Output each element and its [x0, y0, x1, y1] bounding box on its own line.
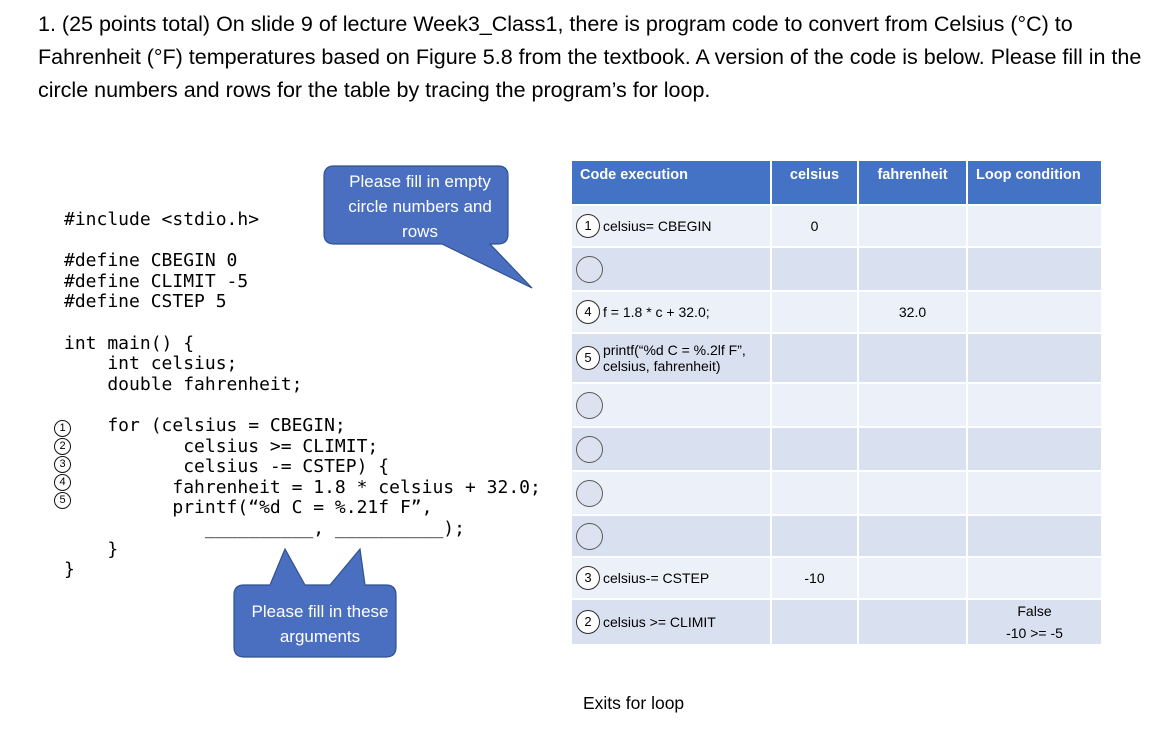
code-execution-content — [576, 256, 766, 283]
cell-loop-condition[interactable] — [967, 291, 1102, 333]
cell-fahrenheit[interactable] — [858, 599, 967, 645]
table-row — [571, 427, 1102, 471]
code-execution-text: celsius >= CLIMIT — [603, 614, 716, 630]
cell-celsius[interactable] — [771, 291, 858, 333]
cell-code-execution[interactable] — [571, 383, 771, 427]
table-row — [571, 471, 1102, 515]
line-marker: 3 — [54, 456, 71, 473]
cell-code-execution[interactable] — [571, 599, 771, 645]
cell-code-execution[interactable] — [571, 205, 771, 247]
code-execution-text: f = 1.8 * c + 32.0; — [603, 304, 710, 320]
cell-loop-condition[interactable] — [967, 427, 1102, 471]
code-execution-text: printf(“%d C = %.2lf F”, celsius, fahrenheit) — [603, 342, 746, 374]
cell-celsius[interactable] — [771, 333, 858, 383]
header-celsius: celsius — [771, 160, 858, 205]
cell-loop-condition[interactable] — [967, 515, 1102, 557]
code-execution-content — [576, 566, 766, 590]
table-row — [571, 291, 1102, 333]
table-row — [571, 247, 1102, 291]
cell-fahrenheit[interactable]: 32.0 — [858, 291, 967, 333]
line-markers — [54, 420, 74, 510]
empty-step-circle[interactable] — [576, 480, 603, 507]
table-row — [571, 333, 1102, 383]
cell-code-execution[interactable] — [571, 247, 771, 291]
cell-fahrenheit[interactable] — [858, 471, 967, 515]
code-execution-content — [576, 342, 766, 374]
step-number-circle[interactable]: 1 — [576, 214, 600, 238]
table-row — [571, 557, 1102, 599]
callout-top-text: Please fill in empty circle numbers and rows — [348, 172, 492, 241]
step-number-circle[interactable]: 2 — [576, 610, 600, 634]
line-marker: 4 — [54, 474, 71, 491]
cell-code-execution[interactable] — [571, 427, 771, 471]
table-row — [571, 599, 1102, 645]
cell-celsius[interactable] — [771, 599, 858, 645]
cell-loop-condition[interactable] — [967, 471, 1102, 515]
cell-celsius[interactable] — [771, 427, 858, 471]
line-marker: 5 — [54, 492, 71, 509]
cell-celsius[interactable]: -10 — [771, 557, 858, 599]
code-execution-content — [576, 610, 766, 634]
cell-fahrenheit[interactable] — [858, 515, 967, 557]
code-listing: #include <stdio.h> #define CBEGIN 0 #define CLIMIT -5 #define CSTEP 5 int main() { int celsius; double fahrenheit; for (celsius = CBEGIN; celsius >= CLIMIT; celsius -= CSTEP) { fahrenheit = 1.8 * celsius + 32.0; printf(“%d C = %.21f F”, __________, __________); } } — [64, 209, 541, 581]
cell-fahrenheit[interactable] — [858, 557, 967, 599]
question-text: 1. (25 points total) On slide 9 of lecture Week3_Class1, there is program code to convert from Celsius (°C) to Fahrenheit (°F) temperatures based on Figure 5.8 from the textbook. A version of the code is below. Please fill in the circle numbers and rows for the table by tracing the program’s for loop. — [38, 12, 1142, 102]
cell-fahrenheit[interactable] — [858, 247, 967, 291]
code-execution-content — [576, 214, 766, 238]
cell-celsius[interactable] — [771, 471, 858, 515]
cell-loop-condition[interactable]: False -10 >= -5 — [967, 599, 1102, 645]
code-execution-text: celsius-= CSTEP — [603, 570, 710, 586]
cell-loop-condition[interactable] — [967, 557, 1102, 599]
cell-fahrenheit[interactable] — [858, 383, 967, 427]
cell-code-execution[interactable] — [571, 515, 771, 557]
exits-label: Exits for loop — [583, 693, 685, 713]
header-fahrenheit: fahrenheit — [858, 160, 967, 205]
cell-loop-condition[interactable] — [967, 247, 1102, 291]
code-execution-content — [576, 480, 766, 507]
table-header-row — [571, 160, 1102, 205]
line-marker: 2 — [54, 438, 71, 455]
code-execution-content — [576, 436, 766, 463]
cell-fahrenheit[interactable] — [858, 205, 967, 247]
step-number-circle[interactable]: 4 — [576, 300, 600, 324]
header-code-execution: Code execution — [571, 160, 771, 205]
cell-loop-condition[interactable] — [967, 383, 1102, 427]
table-row — [571, 515, 1102, 557]
table-row — [571, 383, 1102, 427]
step-number-circle[interactable]: 5 — [576, 346, 600, 370]
header-loop-condition: Loop condition — [967, 160, 1102, 205]
cell-code-execution[interactable] — [571, 471, 771, 515]
cell-fahrenheit[interactable] — [858, 333, 967, 383]
cell-celsius[interactable]: 0 — [771, 205, 858, 247]
table-body — [571, 205, 1102, 645]
cell-fahrenheit[interactable] — [858, 427, 967, 471]
cell-celsius[interactable] — [771, 515, 858, 557]
empty-step-circle[interactable] — [576, 523, 603, 550]
cell-loop-condition[interactable] — [967, 205, 1102, 247]
empty-step-circle[interactable] — [576, 392, 603, 419]
cell-code-execution[interactable] — [571, 333, 771, 383]
code-execution-text: celsius= CBEGIN — [603, 218, 712, 234]
line-marker: 1 — [54, 420, 71, 437]
empty-step-circle[interactable] — [576, 256, 603, 283]
cell-loop-condition[interactable] — [967, 333, 1102, 383]
cell-celsius[interactable] — [771, 383, 858, 427]
table-row — [571, 205, 1102, 247]
trace-table — [570, 159, 1103, 646]
code-execution-content — [576, 523, 766, 550]
code-execution-content — [576, 300, 766, 324]
empty-step-circle[interactable] — [576, 436, 603, 463]
step-number-circle[interactable]: 3 — [576, 566, 600, 590]
code-execution-content — [576, 392, 766, 419]
cell-code-execution[interactable] — [571, 557, 771, 599]
callout-bottom-text: Please fill in these arguments — [251, 602, 389, 646]
cell-celsius[interactable] — [771, 247, 858, 291]
cell-code-execution[interactable] — [571, 291, 771, 333]
